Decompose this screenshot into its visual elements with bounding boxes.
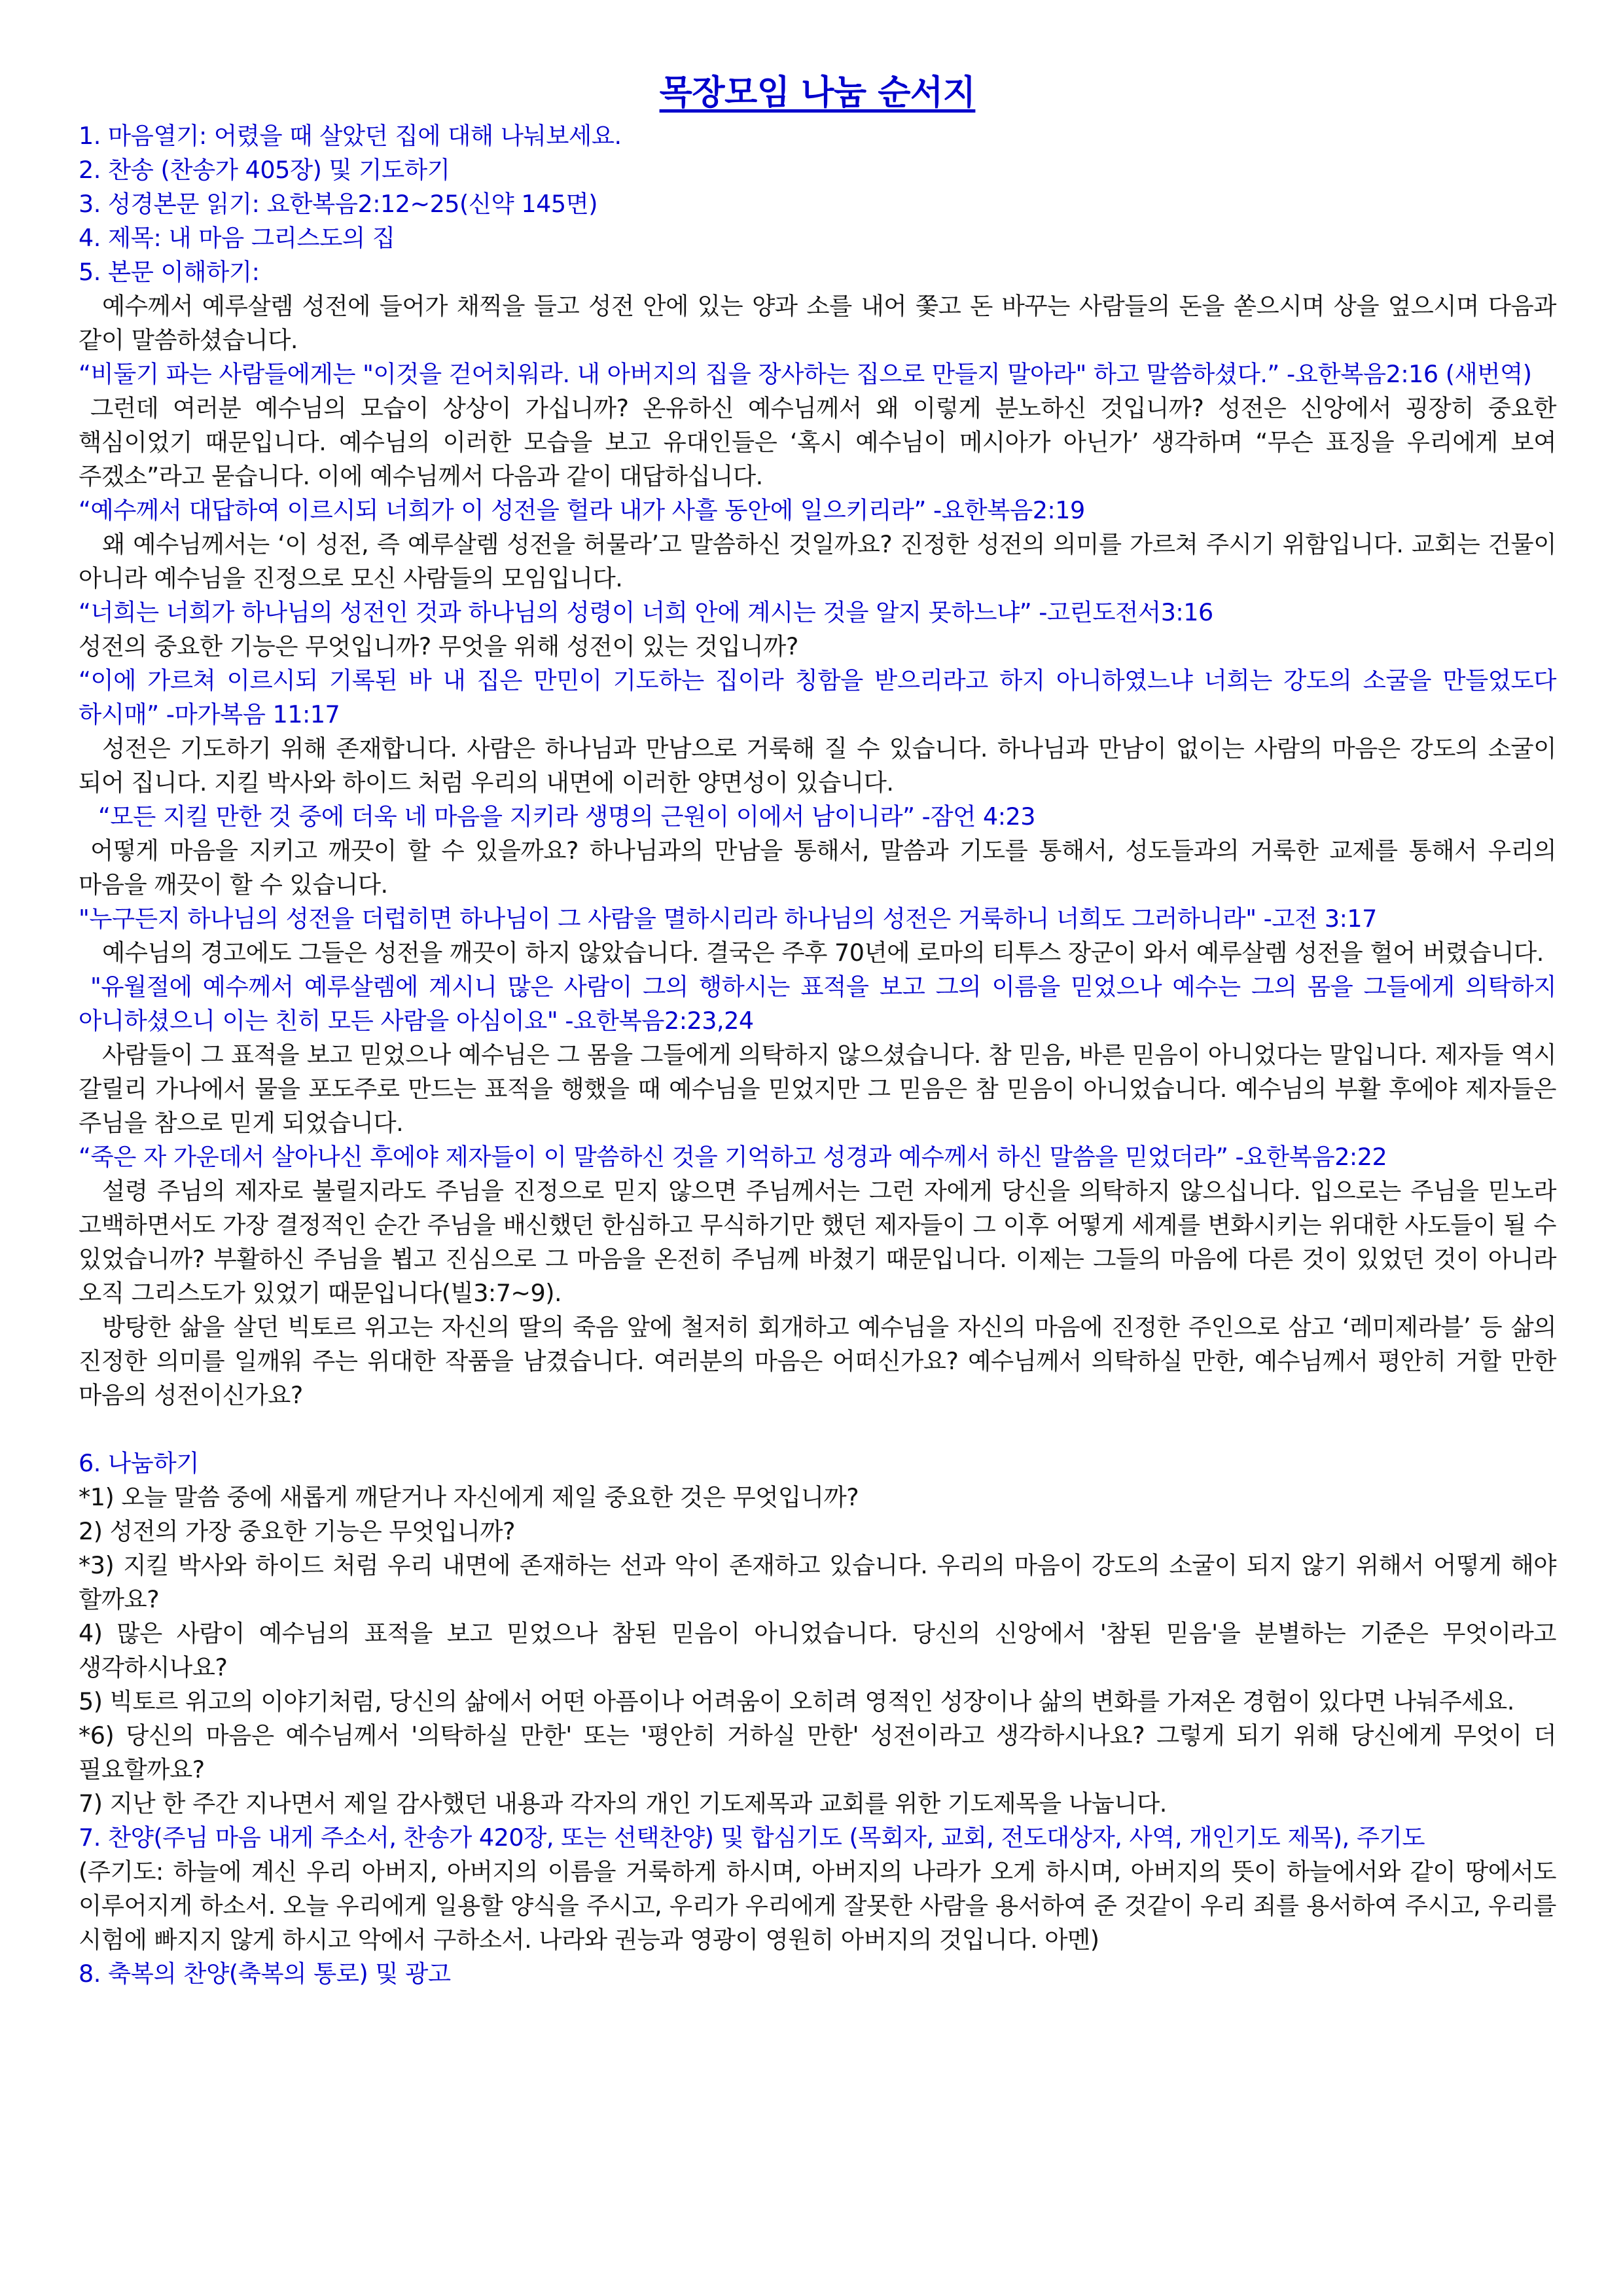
- scripture-quote: “죽은 자 가운데서 살아나신 후에야 제자들이 이 말씀하신 것을 기억하고 성경과 예수께서 하신 말씀을 믿었더라” -요한복음2:22: [79, 1143, 1387, 1171]
- step-praise-prayer: 7. 찬양(주님 마음 내게 주소서, 찬송가 420장, 또는 선택찬양) 및 합심기도 (목회자, 교회, 전도대상자, 사역, 개인기도 제목), 주기도: [79, 1823, 1425, 1852]
- body-paragraph: 성전은 기도하기 위해 존재합니다. 사람은 하나님과 만남으로 거룩해 질 수 있습니다. 하나님과 만남이 없이는 사람의 마음은 강도의 소굴이 되어 집니다. 지킬 박사와 하이드 처럼 우리의 내면에 이러한 양면성이 있습니다.: [79, 734, 1556, 797]
- sharing-question: *3) 지킬 박사와 하이드 처럼 우리 내면에 존재하는 선과 악이 존재하고 있습니다. 우리의 마음이 강도의 소굴이 되지 않기 위해서 어떻게 해야 할까요?: [79, 1551, 1556, 1613]
- scripture-quote: “이에 가르쳐 이르시되 기록된 바 내 집은 만민이 기도하는 집이라 칭함을 받으리라고 하지 아니하였느냐 너희는 강도의 소굴을 만들었도다 하시매” -마가복음 11:17: [79, 666, 1556, 728]
- scripture-quote: “예수께서 대답하여 이르시되 너희가 이 성전을 헐라 내가 사흘 동안에 일으키리라” -요한복음2:19: [79, 496, 1085, 524]
- scripture-quote: "누구든지 하나님의 성전을 더럽히면 하나님이 그 사람을 멸하시리라 하나님의 성전은 거룩하니 너희도 그러하니라" -고전 3:17: [79, 905, 1377, 933]
- scripture-quote: “모든 지킬 만한 것 중에 더욱 네 마음을 지키라 생명의 근원이 이에서 남이니라” -잠언 4:23: [98, 802, 1035, 831]
- step-understanding: 5. 본문 이해하기:: [79, 258, 260, 286]
- sharing-question: *1) 오늘 말씀 중에 새롭게 깨닫거나 자신에게 제일 중요한 것은 무엇입니까?: [79, 1483, 859, 1511]
- step-sermon-title: 4. 제목: 내 마음 그리스도의 집: [79, 224, 395, 252]
- sharing-question: 7) 지난 한 주간 지나면서 제일 감사했던 내용과 각자의 개인 기도제목과 교회를 위한 기도제목을 나눕니다.: [79, 1789, 1167, 1818]
- body-paragraph: 사람들이 그 표적을 보고 믿었으나 예수님은 그 몸을 그들에게 의탁하지 않으셨습니다. 참 믿음, 바른 믿음이 아니었다는 말입니다. 제자들 역시 갈릴리 가나에서 물을 포도주로 만드는 표적을 행했을 때 예수님을 믿었지만 그 믿음은 참 믿음이 아니었습니다. 예수님의 부활 후에야 제자들은 주님을 참으로 믿게 되었습니다.: [79, 1041, 1556, 1137]
- body-paragraph: 예수께서 예루살렘 성전에 들어가 채찍을 들고 성전 안에 있는 양과 소를 내어 쫓고 돈 바꾸는 사람들의 돈을 쏟으시며 상을 엎으시며 다음과 같이 말씀하셨습니다.: [79, 292, 1556, 354]
- body-paragraph: 방탕한 삶을 살던 빅토르 위고는 자신의 딸의 죽음 앞에 철저히 회개하고 예수님을 자신의 마음에 진정한 주인으로 삼고 ‘레미제라블’ 등 삶의 진정한 의미를 일깨워 주는 위대한 작품을 남겼습니다. 여러분의 마음은 어떠신가요? 예수님께서 의탁하실 만한, 예수님께서 평안히 거할 만한 마음의 성전이신가요?: [79, 1313, 1556, 1409]
- page-title: 목장모임 나눔 순서지: [659, 73, 976, 113]
- scripture-quote: “비둘기 파는 사람들에게는 "이것을 걷어치워라. 내 아버지의 집을 장사하는 집으로 만들지 말아라" 하고 말씀하셨다.” -요한복음2:16 (새번역): [79, 360, 1532, 388]
- body-paragraph: 설령 주님의 제자로 불릴지라도 주님을 진정으로 믿지 않으면 주님께서는 그런 자에게 당신을 의탁하지 않으십니다. 입으로는 주님을 믿노라 고백하면서도 가장 결정적인 순간 주님을 배신했던 한심하고 무식하기만 했던 제자들이 그 이후 어떻게 세계를 변화시키는 위대한 사도들이 될 수 있었습니까? 부활하신 주님을 뵙고 진심으로 그 마음을 온전히 주님께 바쳤기 때문입니다. 이제는 그들의 마음에 다른 것이 있었던 것이 아니라 오직 그리스도가 있었기 때문입니다(빌3:7~9).: [79, 1177, 1557, 1307]
- body-paragraph: 그런데 여러분 예수님의 모습이 상상이 가십니까? 온유하신 예수님께서 왜 이렇게 분노하신 것입니까? 성전은 신앙에서 굉장히 중요한 핵심이었기 때문입니다. 예수님의 이러한 모습을 보고 유대인들은 ‘혹시 예수님이 메시아가 아닌가’ 생각하며 “무슨 표징을 우리에게 보여 주겠소”라고 묻습니다. 이에 예수님께서 다음과 같이 대답하십니다.: [79, 394, 1556, 490]
- step-sharing: 6. 나눔하기: [79, 1449, 199, 1477]
- lords-prayer: (주기도: 하늘에 계신 우리 아버지, 아버지의 이름을 거룩하게 하시며, 아버지의 나라가 오게 하시며, 아버지의 뜻이 하늘에서와 같이 땅에서도 이루어지게 하소서. 오늘 우리에게 일용할 양식을 주시고, 우리가 우리에게 잘못한 사람을 용서하여 준 것같이 우리 죄를 용서하여 주시고, 우리를 시험에 빠지지 않게 하시고 악에서 구하소서. 나라와 권능과 영광이 영원히 아버지의 것입니다. 아멘): [79, 1857, 1556, 1954]
- sharing-question: 2) 성전의 가장 중요한 기능은 무엇입니까?: [79, 1517, 515, 1545]
- step-scripture-reading: 3. 성경본문 읽기: 요한복음2:12~25(신약 145면): [79, 190, 598, 218]
- body-paragraph: 왜 예수님께서는 ‘이 성전, 즉 예루살렘 성전을 허물라’고 말씀하신 것일까요? 진정한 성전의 의미를 가르쳐 주시기 위함입니다. 교회는 건물이 아니라 예수님을 진정으로 모신 사람들의 모임입니다.: [79, 530, 1556, 592]
- step-ice-breaker: 1. 마음열기: 어렸을 때 살았던 집에 대해 나눠보세요.: [79, 122, 622, 150]
- body-paragraph: 어떻게 마음을 지키고 깨끗이 할 수 있을까요? 하나님과의 만남을 통해서, 말씀과 기도를 통해서, 성도들과의 거룩한 교제를 통해서 우리의 마음을 깨끗이 할 수 있습니다.: [79, 836, 1556, 899]
- section-spacer: [79, 1412, 1556, 1446]
- body-paragraph: 성전의 중요한 기능은 무엇입니까? 무엇을 위해 성전이 있는 것입니까?: [79, 632, 798, 660]
- step-hymn: 2. 찬송 (찬송가 405장) 및 기도하기: [79, 156, 450, 184]
- sharing-question: *6) 당신의 마음은 예수님께서 '의탁하실 만한' 또는 '평안히 거하실 만한' 성전이라고 생각하시나요? 그렇게 되기 위해 당신에게 무엇이 더 필요할까요?: [79, 1721, 1556, 1784]
- body-paragraph: 예수님의 경고에도 그들은 성전을 깨끗이 하지 않았습니다. 결국은 주후 70년에 로마의 티투스 장군이 와서 예루살렘 성전을 헐어 버렸습니다.: [102, 939, 1544, 967]
- scripture-quote: "유월절에 예수께서 예루살렘에 계시니 많은 사람이 그의 행하시는 표적을 보고 그의 이름을 믿었으나 예수는 그의 몸을 그들에게 의탁하지 아니하셨으니 이는 친히 모든 사람을 아심이요" -요한복음2:23,24: [79, 973, 1556, 1035]
- document-page: [79, 71, 1556, 1991]
- sharing-question: 4) 많은 사람이 예수님의 표적을 보고 믿었으나 참된 믿음이 아니었습니다. 당신의 신앙에서 '참된 믿음'을 분별하는 기준은 무엇이라고 생각하시나요?: [79, 1619, 1556, 1681]
- scripture-quote: “너희는 너희가 하나님의 성전인 것과 하나님의 성령이 너희 안에 계시는 것을 알지 못하느냐” -고린도전서3:16: [79, 598, 1213, 626]
- sharing-question: 5) 빅토르 위고의 이야기처럼, 당신의 삶에서 어떤 아픔이나 어려움이 오히려 영적인 성장이나 삶의 변화를 가져온 경험이 있다면 나눠주세요.: [79, 1687, 1514, 1715]
- step-blessing-song: 8. 축복의 찬양(축복의 통로) 및 광고: [79, 1960, 451, 1988]
